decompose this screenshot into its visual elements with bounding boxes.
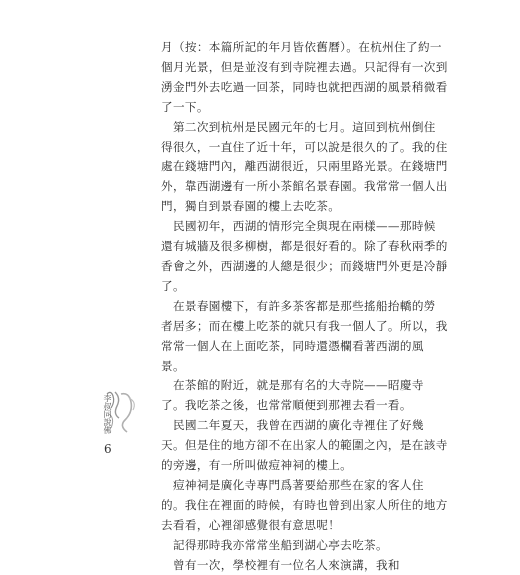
text-line: 曾有一次，學校裡有一位名人來演講，我和 <box>161 557 400 572</box>
text-line: 去看看，心裡卻感覺很有意思呢！ <box>161 517 341 532</box>
text-line: 者居多；而在樓上吃茶的就只有我一個人了。所以，我 <box>161 318 448 333</box>
paragraph <box>161 416 448 476</box>
text-line: 民國初年，西湖的情形完全與現在兩樣——那時候 <box>161 219 436 234</box>
series-logo-text: 李叔同說佛 <box>103 394 112 434</box>
text-line: 還有城牆及很多柳樹，都是很好看的。除了春秋兩季的 <box>161 239 448 254</box>
body-text <box>161 38 448 575</box>
paragraph <box>161 118 448 218</box>
text-line: 在景春園樓下，有許多茶客都是那些搖船抬轎的勞 <box>161 298 436 313</box>
text-line: 常常一個人在上面吃茶，同時還憑欄看著西湖的風 <box>161 338 424 353</box>
text-line: 個月光景，但是並沒有到寺院裡去過。只記得有一次到 <box>161 59 448 74</box>
text-line: 月（按：本篇所記的年月皆依舊曆）。在杭州住了約一 <box>161 40 442 54</box>
text-line: 處在錢塘門內，離西湖很近，只兩里路光景。在錢塘門 <box>161 159 448 174</box>
text-line: 第二次到杭州是民國元年的七月。這回到杭州倒住 <box>161 119 436 134</box>
text-line: 記得那時我亦常常坐船到湖心亭去吃茶。 <box>161 537 388 552</box>
text-line: 的。我住在裡面的時候，有時也曾到出家人所住的地方 <box>161 497 448 512</box>
text-line: 了一下。 <box>161 99 209 114</box>
text-line: 門，獨自到景春園的樓上去吃茶。 <box>161 199 341 214</box>
text-line: 湧金門外去吃過一回茶，同時也就把西湖的風景稍微看 <box>161 79 448 94</box>
text-line: 天。但是住的地方卻不在出家人的範圍之內，是在該寺 <box>161 438 448 453</box>
text-line: 了。 <box>161 278 185 293</box>
text-line: 了。我吃茶之後，也常常順便到那裡去看一看。 <box>161 398 412 413</box>
paragraph <box>161 476 448 536</box>
text-line: 景。 <box>161 358 185 373</box>
text-line: 民國二年夏天，我曾在西湖的廣化寺裡住了好幾 <box>161 418 424 433</box>
paragraph <box>161 536 401 575</box>
text-line: 的旁邊，有一所叫做痘神祠的樓上。 <box>161 458 353 473</box>
paragraph <box>161 376 424 416</box>
text-line: 得很久，一直住了近十年，可以說是很久的了。我的住 <box>161 139 448 154</box>
paragraph <box>161 217 448 297</box>
paragraph <box>161 38 448 118</box>
paragraph <box>161 297 448 377</box>
text-line: 在茶館的附近，就是那有名的大寺院——昭慶寺 <box>161 378 424 393</box>
text-line: 外，靠西湖邊有一所小茶館名景春園。我常常一個人出 <box>161 179 448 194</box>
text-line: 痘神祠是廣化寺專門爲著要給那些在家的客人住 <box>161 477 424 492</box>
text-line: 香會之外，西湖邊的人總是很少；而錢塘門外更是冷靜 <box>161 258 448 273</box>
page-number: 6 <box>104 442 112 456</box>
book-series-logo <box>101 388 141 438</box>
